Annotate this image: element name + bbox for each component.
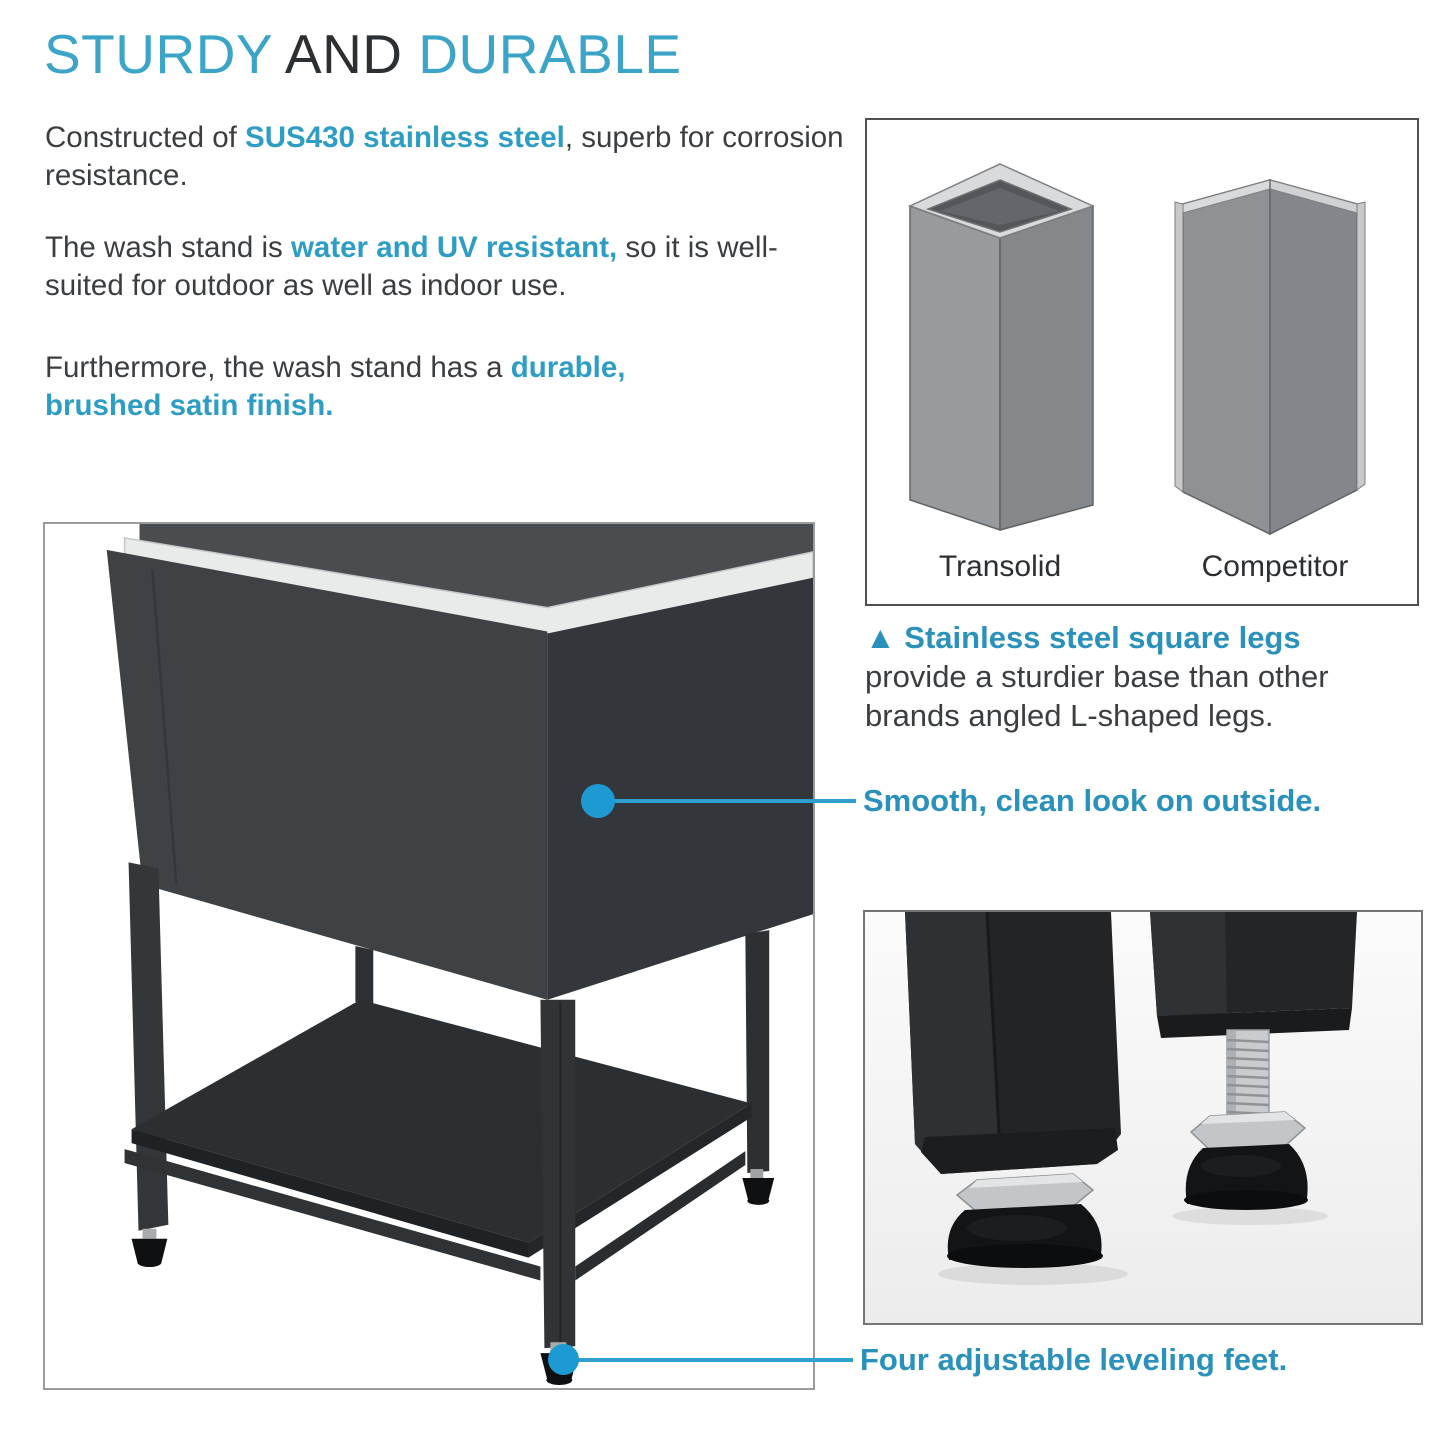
title-word-sturdy: STURDY (44, 23, 273, 85)
leveling-foot-right (1150, 912, 1357, 1210)
paragraph-finish-highlight: durable, brushed satin finish. (45, 351, 626, 422)
l-leg-render (1175, 180, 1365, 534)
callout-text-feet: Four adjustable leveling feet. (860, 1342, 1288, 1377)
page-title (44, 22, 682, 86)
paragraph-resistance-text: The wash stand is (45, 231, 291, 264)
paragraph-finish-text: Furthermore, the wash stand has a (45, 351, 511, 384)
leg-comparison-illustration (867, 120, 1417, 604)
paragraph-resistance-text-end: so it is well-suited for outdoor as well as indoor use. (45, 231, 778, 302)
label-competitor: Competitor (1201, 550, 1349, 583)
callout-text-smooth: Smooth, clean look on outside. (863, 783, 1322, 818)
wash-stand-illustration (45, 524, 813, 1388)
square-legs-note-highlight: Stainless steel square legs (904, 620, 1301, 655)
square-legs-note (865, 618, 1400, 735)
leveling-foot-left (905, 912, 1121, 1268)
wash-stand-image-frame (43, 522, 815, 1390)
label-transolid: Transolid (938, 550, 1062, 583)
callout-line-feet (563, 1358, 853, 1362)
triangle-marker-icon: ▲ (865, 620, 905, 655)
paragraph-resistance-highlight: water and UV resistant, (290, 231, 618, 264)
paragraph-material-highlight: SUS430 stainless steel (245, 121, 565, 154)
callout-line-smooth (598, 799, 856, 803)
callout-dot-feet (548, 1344, 579, 1375)
leveling-feet-photo-frame (863, 910, 1423, 1325)
title-word-durable: DURABLE (418, 23, 682, 85)
paragraph-resistance (45, 229, 850, 305)
paragraph-material-text: Constructed of (45, 121, 246, 154)
leg-comparison-frame (865, 118, 1419, 606)
leveling-feet-photo (865, 912, 1421, 1323)
paragraph-finish (45, 349, 645, 425)
square-leg-render (910, 164, 1093, 530)
square-legs-note-text: provide a sturdier base than other brands angled L-shaped legs. (865, 659, 1329, 733)
paragraph-material-text-end: , superb for corrosion resistance. (45, 121, 844, 192)
title-word-and: AND (272, 23, 419, 85)
paragraph-material (45, 119, 850, 195)
callout-dot-smooth (581, 784, 615, 818)
